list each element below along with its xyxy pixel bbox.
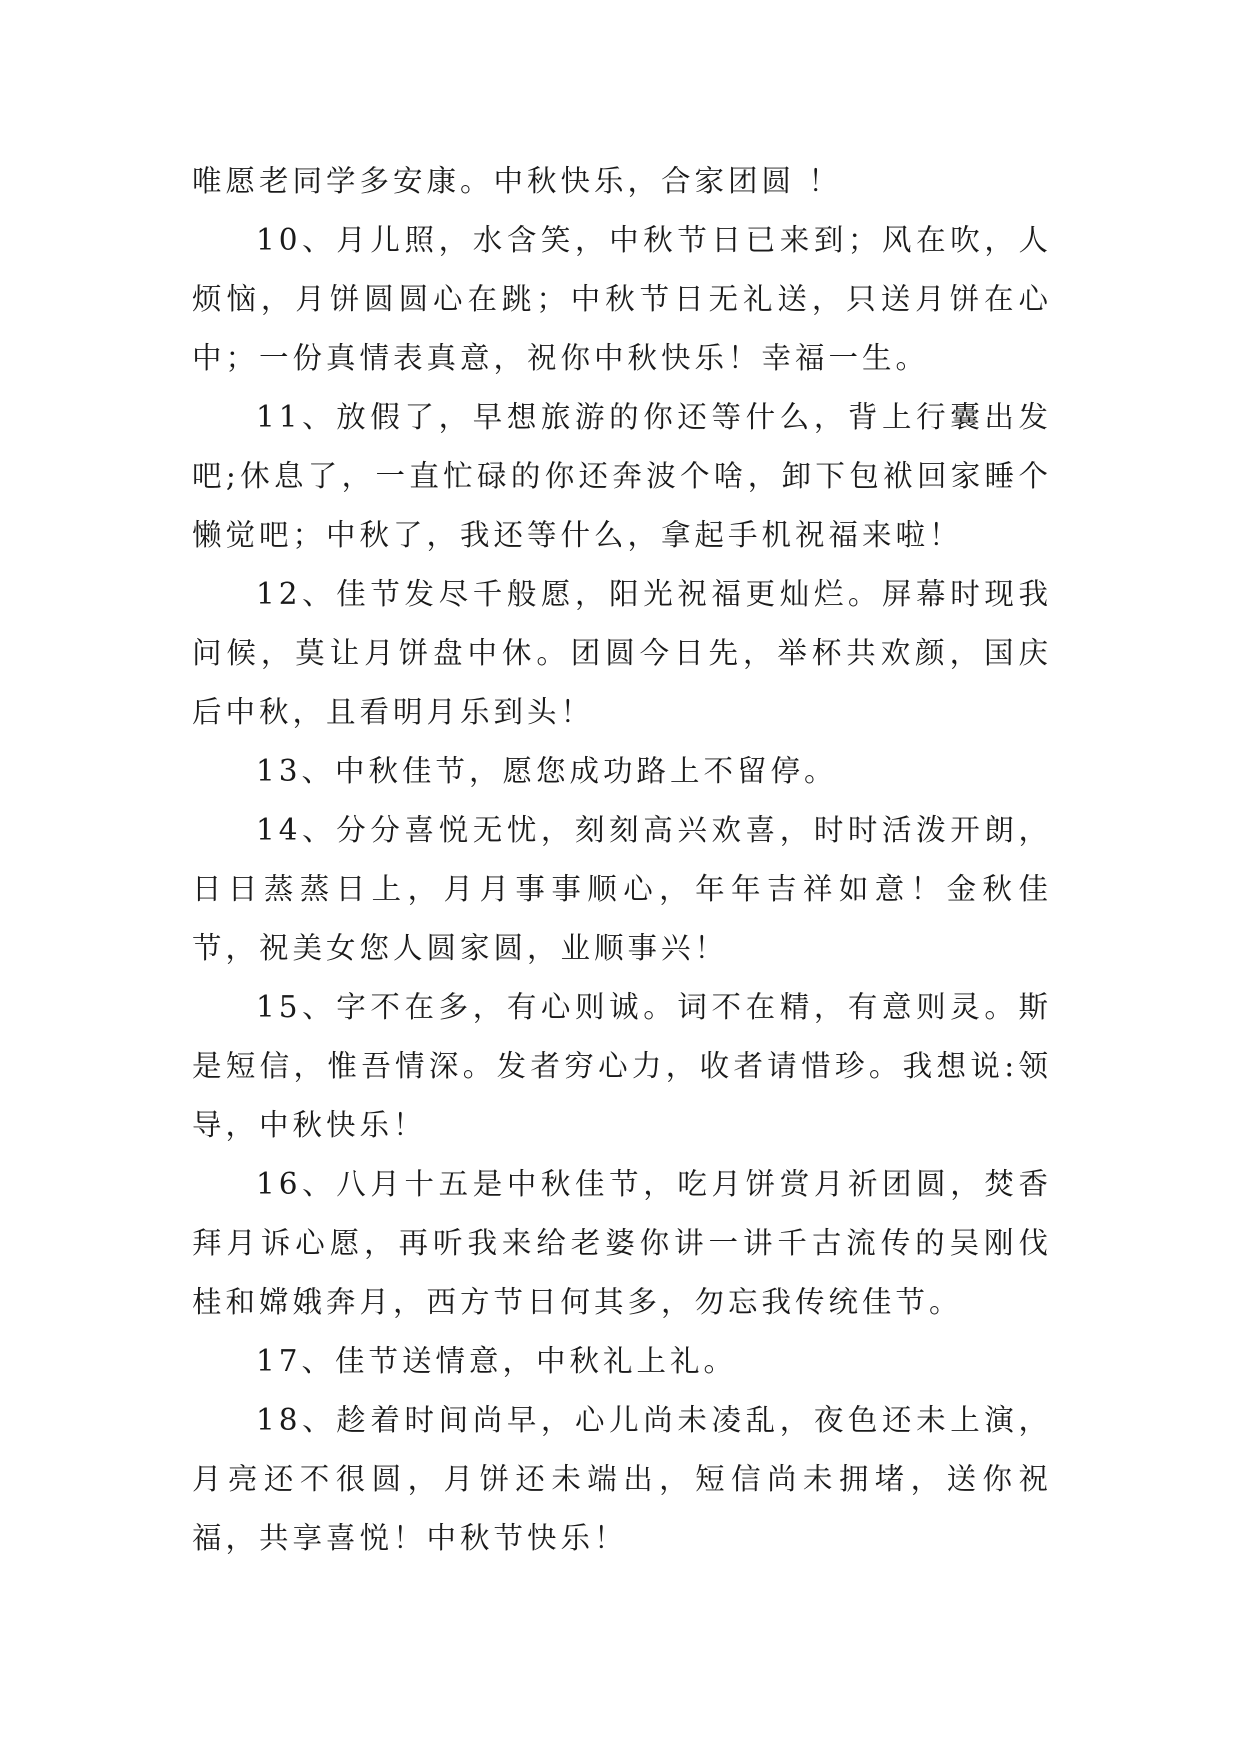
document-body xyxy=(192,152,1052,1568)
paragraph-item-11: 11、放假了，早想旅游的你还等什么，背上行囊出发吧;休息了，一直忙碌的你还奔波个啥，卸下包袱回家睡个懒觉吧；中秋了，我还等什么，拿起手机祝福来啦！ xyxy=(192,400,1052,552)
paragraph-item-12: 12、佳节发尽千般愿，阳光祝福更灿烂。屏幕时现我问候，莫让月饼盘中休。团圆今日先，举杯共欢颜，国庆后中秋，且看明月乐到头！ xyxy=(192,577,1052,729)
paragraph-item-17: 17、佳节送情意，中秋礼上礼。 xyxy=(256,1344,738,1378)
paragraph-item-16: 16、八月十五是中秋佳节，吃月饼赏月祈团圆，焚香拜月诉心愿，再听我来给老婆你讲一讲千古流传的吴刚伐桂和嫦娥奔月，西方节日何其多，勿忘我传统佳节。 xyxy=(192,1167,1052,1319)
paragraph-item-13: 13、中秋佳节，愿您成功路上不留停。 xyxy=(256,754,838,788)
paragraph-item-15: 15、字不在多，有心则诚。词不在精，有意则灵。斯是短信，惟吾情深。发者穷心力，收者请惜珍。我想说:领导，中秋快乐！ xyxy=(192,990,1052,1142)
paragraph-item-10: 10、月儿照，水含笑，中秋节日已来到；风在吹，人烦恼，月饼圆圆心在跳；中秋节日无礼送，只送月饼在心中；一份真情表真意，祝你中秋快乐！幸福一生。 xyxy=(192,223,1052,375)
paragraph-continuation: 唯愿老同学多安康。中秋快乐，合家团圆 ！ xyxy=(192,164,842,198)
paragraph-item-14: 14、分分喜悦无忧，刻刻高兴欢喜，时时活泼开朗，日日蒸蒸日上，月月事事顺心，年年吉祥如意！金秋佳节，祝美女您人圆家圆，业顺事兴！ xyxy=(192,813,1052,965)
paragraph-item-18: 18、趁着时间尚早，心儿尚未凌乱，夜色还未上演，月亮还不很圆，月饼还未端出，短信尚未拥堵，送你祝福，共享喜悦！中秋节快乐！ xyxy=(192,1403,1052,1555)
